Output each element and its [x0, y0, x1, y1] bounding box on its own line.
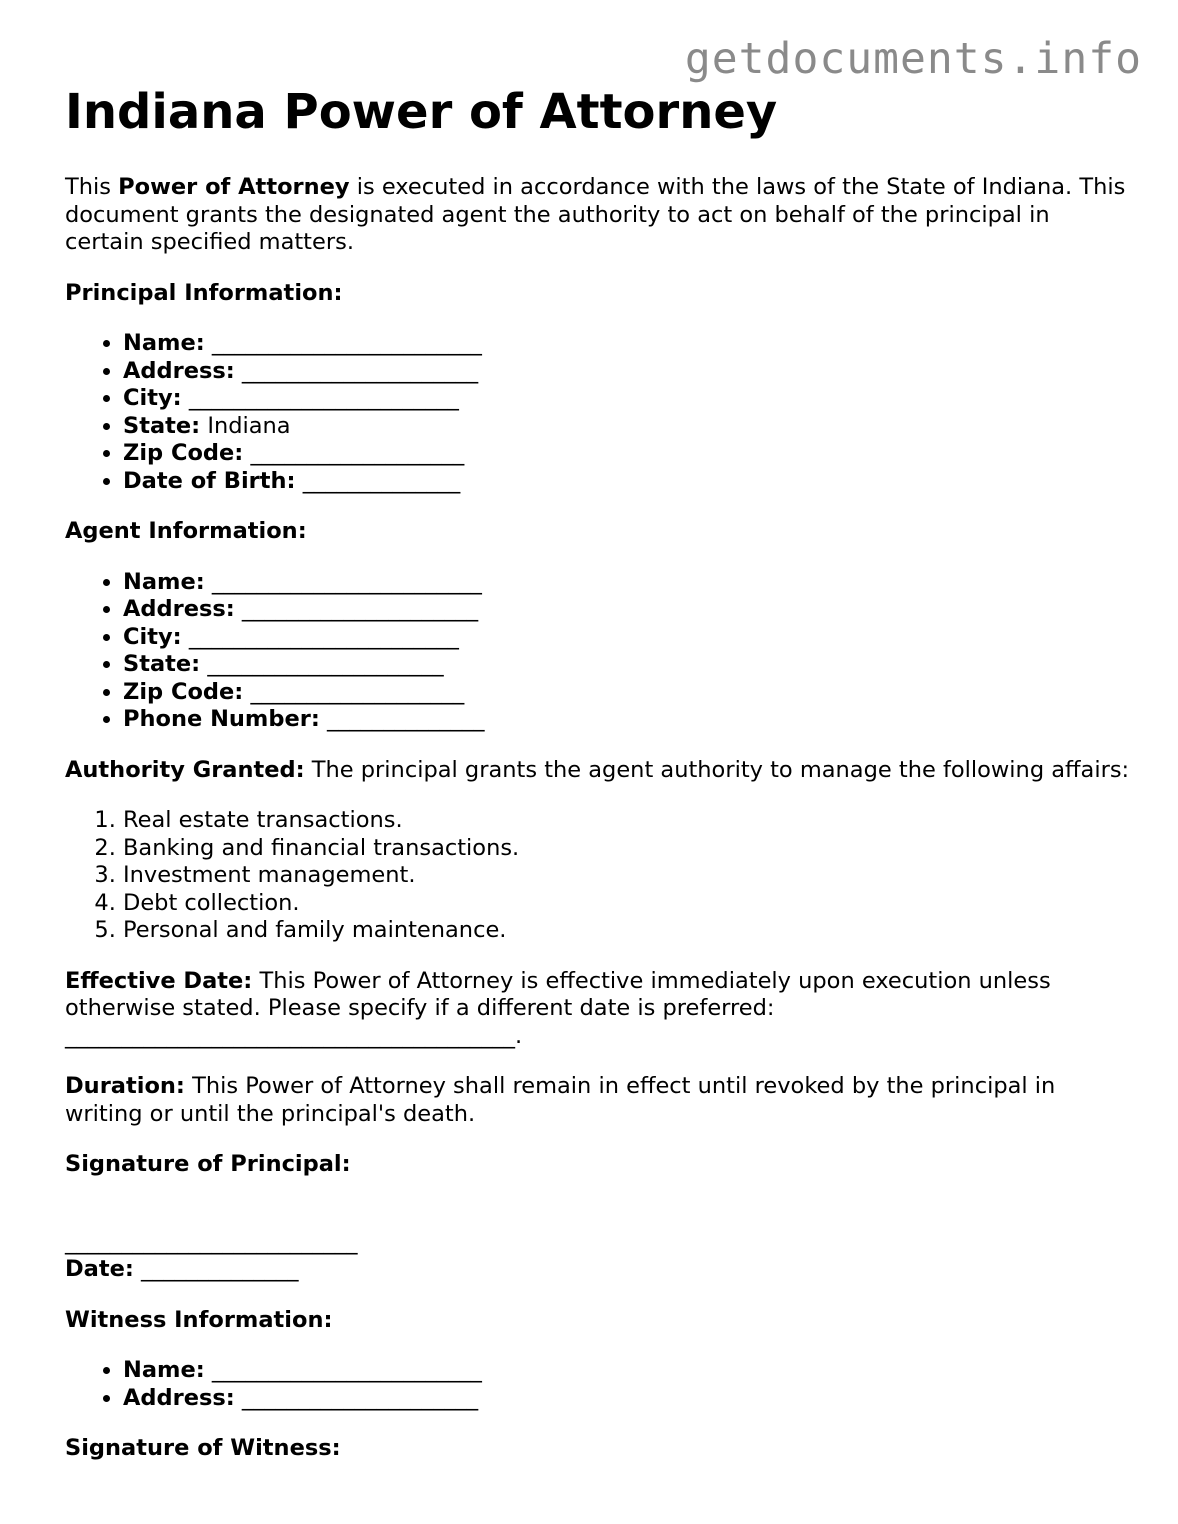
duration-text: This Power of Attorney shall remain in effect until revoked by the principal in writing or until the principal's death. — [65, 1073, 1056, 1127]
field-label: Name: — [123, 568, 205, 595]
field-value: ________________________ — [188, 623, 459, 650]
witness-address-field[interactable] — [123, 1385, 1135, 1413]
document-title: Indiana Power of Attorney — [65, 84, 778, 140]
field-value: ___________________ — [250, 440, 465, 466]
authority-paragraph — [65, 757, 1135, 785]
field-label: Date of Birth: — [123, 467, 296, 494]
principal-city-field[interactable] — [123, 385, 1135, 413]
principal-signature-line[interactable] — [65, 1229, 1135, 1257]
principal-heading — [65, 280, 1135, 308]
authority-list — [65, 807, 1135, 945]
principal-signature-heading — [65, 1151, 1135, 1179]
effective-date-text: This Power of Attorney is effective immediately upon execution unless otherwise stated. Please specify if a different date is preferred: ________________________________________. — [65, 967, 1051, 1049]
witness-heading — [65, 1307, 1135, 1335]
principal-dob-field[interactable] — [123, 468, 1135, 496]
agent-name-field[interactable] — [123, 569, 1135, 597]
field-value: ________________________ — [211, 330, 482, 356]
duration-paragraph — [65, 1073, 1135, 1128]
field-label: State: — [123, 651, 201, 677]
intro-paragraph — [65, 174, 1135, 257]
field-value: ___________________ — [250, 678, 465, 705]
agent-state-field[interactable] — [123, 651, 1135, 679]
field-value: ________________________ — [211, 568, 482, 595]
field-value: ________________________ — [211, 1357, 482, 1383]
field-label: Zip Code: — [123, 440, 244, 466]
witness-signature-heading-text: Signature of Witness: — [65, 1435, 341, 1461]
field-label: Name: — [123, 1357, 205, 1383]
effective-date-label: Effective Date: — [65, 967, 253, 994]
field-value: _____________________ — [207, 651, 444, 677]
authority-item: 4. Debt collection. — [123, 890, 1135, 918]
field-label: Phone Number: — [123, 706, 320, 732]
effective-date-paragraph — [65, 968, 1135, 1051]
intro-bold-term: Power of Attorney — [118, 174, 350, 200]
field-value: Indiana — [207, 412, 291, 439]
principal-state-field — [123, 413, 1135, 441]
field-value: _____________________ — [241, 1384, 479, 1411]
principal-address-field[interactable] — [123, 358, 1135, 386]
principal-heading-text: Principal Information: — [65, 279, 343, 306]
principal-signature-heading-text: Signature of Principal: — [65, 1151, 351, 1177]
field-label: Address: — [123, 1384, 235, 1411]
field-value: ______________ — [327, 706, 485, 732]
field-value: ______________ — [302, 467, 461, 494]
witness-signature-heading — [65, 1435, 1135, 1463]
agent-phone-field[interactable] — [123, 706, 1135, 734]
agent-city-field[interactable] — [123, 624, 1135, 652]
agent-address-field[interactable] — [123, 596, 1135, 624]
field-label: Name: — [123, 330, 205, 356]
witness-heading-text: Witness Information: — [65, 1306, 333, 1333]
agent-heading-text: Agent Information: — [65, 518, 307, 544]
watermark: getdocuments.info — [684, 34, 1142, 84]
field-value: ________________________ — [188, 385, 459, 411]
agent-zip-field[interactable] — [123, 679, 1135, 707]
field-value: _____________________ — [241, 596, 479, 622]
principal-signature-date[interactable] — [65, 1256, 1135, 1284]
witness-name-field[interactable] — [123, 1357, 1135, 1385]
authority-text: The principal grants the agent authority to manage the following affairs: — [304, 756, 1130, 783]
field-label: Zip Code: — [123, 678, 244, 705]
date-label: Date: — [65, 1256, 134, 1282]
field-label: Address: — [123, 357, 235, 384]
principal-zip-field[interactable] — [123, 440, 1135, 468]
authority-item: 2. Banking and financial transactions. — [123, 835, 1135, 863]
field-value: _____________________ — [241, 357, 479, 384]
duration-label: Duration: — [65, 1073, 185, 1099]
authority-label: Authority Granted: — [65, 756, 305, 783]
intro-text-end: is executed in accordance with the laws of the State of Indiana. This document grants the designated agent the authority to act on behalf of the principal in certain specified matters. — [65, 174, 1126, 255]
intro-text-start: This — [65, 174, 119, 200]
agent-fields-list — [65, 569, 1135, 734]
authority-item: 1. Real estate transactions. — [123, 807, 1135, 835]
principal-fields-list — [65, 330, 1135, 495]
agent-heading — [65, 518, 1135, 546]
witness-fields-list — [65, 1357, 1135, 1412]
field-label: Address: — [123, 596, 235, 622]
document-body — [65, 80, 1135, 1486]
field-label: City: — [123, 385, 182, 411]
date-value: ______________ — [141, 1256, 299, 1282]
signature-line: __________________________ — [65, 1228, 358, 1255]
principal-name-field[interactable] — [123, 330, 1135, 358]
authority-item: 5. Personal and family maintenance. — [123, 917, 1135, 945]
field-label: City: — [123, 623, 182, 650]
authority-item: 3. Investment management. — [123, 862, 1135, 890]
field-label: State: — [123, 412, 201, 439]
